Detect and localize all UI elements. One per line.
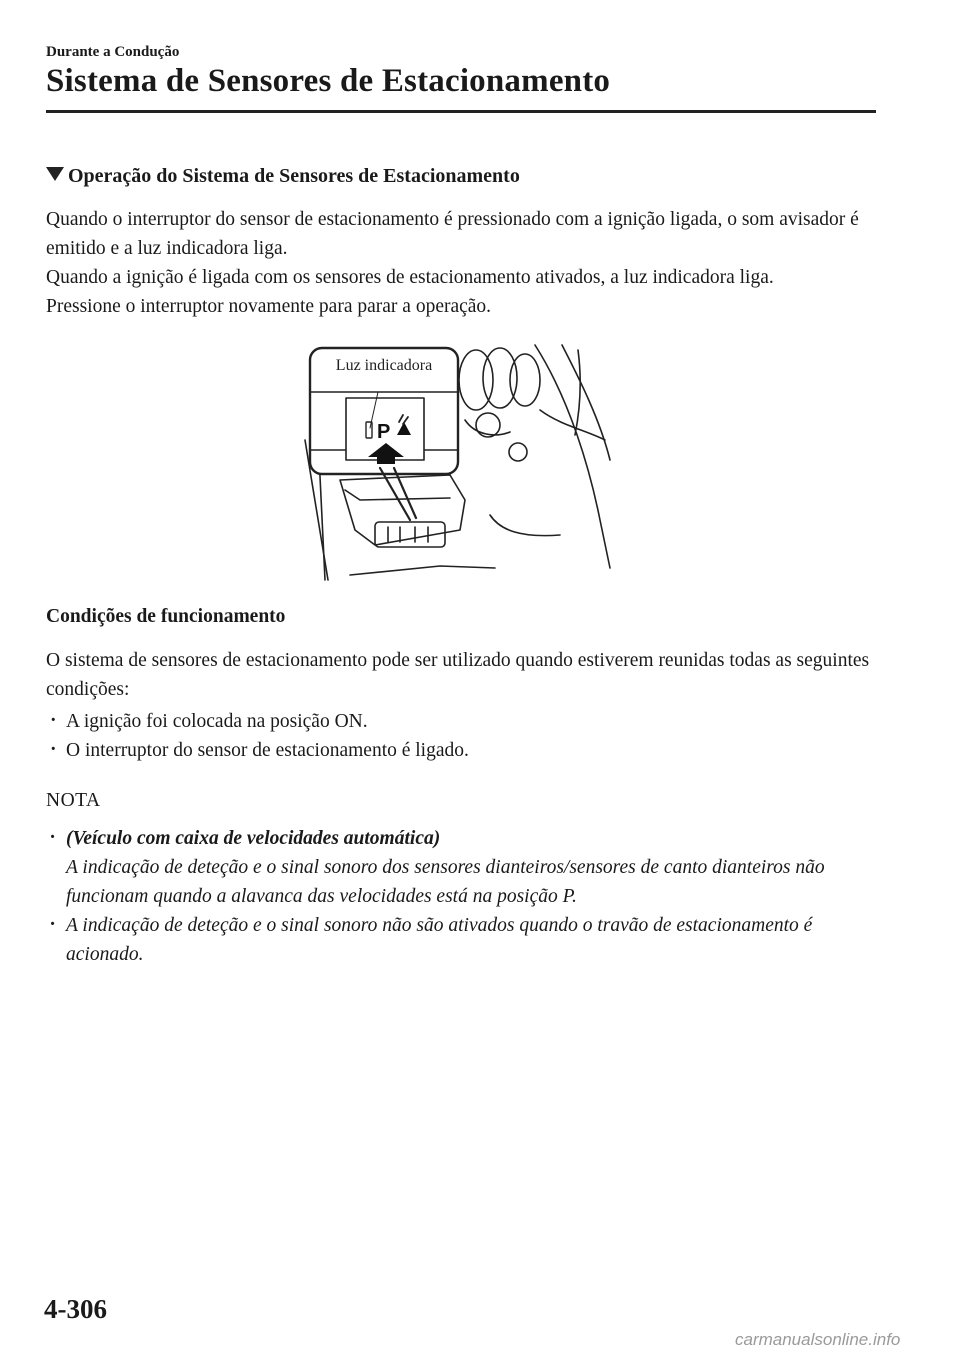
gauge-cluster-icon [459, 348, 540, 461]
switch-symbol: P [377, 421, 391, 443]
section-body [46, 205, 876, 321]
page-number: 4-306 [44, 1294, 107, 1324]
paragraph: Quando o interruptor do sensor de estacionamento é pressionado com a ignição ligada, o som avisador é emitido e a luz indicadora liga. [46, 209, 859, 259]
conditions-heading: Condições de funcionamento [46, 606, 286, 627]
switch-location-illustration [300, 340, 620, 585]
paragraph: Pressione o interruptor novamente para parar a operação. [46, 296, 492, 317]
paragraph: Quando a ignição é ligada com os sensores de estacionamento ativados, a luz indicadora liga. [46, 267, 774, 288]
title-divider [46, 110, 876, 113]
triangle-marker-icon [46, 167, 64, 181]
note-label: NOTA [46, 790, 101, 811]
watermark: carmanualsonline.info [735, 1330, 901, 1349]
section-heading [46, 165, 520, 188]
note-list [46, 824, 876, 969]
list-item: · O interruptor do sensor de estacionamento é ligado. [46, 736, 876, 765]
note-item [46, 911, 876, 969]
note-text: · A indicação de deteção e o sinal sonoro não são ativados quando o travão de estacionamento é acionado. [66, 915, 813, 965]
note-lead: · (Veículo com caixa de velocidades automática) [66, 828, 441, 849]
section-heading-text: Operação do Sistema de Sensores de Estacionamento [68, 165, 520, 187]
conditions-intro: O sistema de sensores de estacionamento pode ser utilizado quando estiverem reunidas todas as seguintes condições: [46, 650, 870, 700]
conditions-list [46, 707, 876, 765]
chapter-label: Durante a Condução [46, 44, 180, 60]
note-text: A indicação de deteção e o sinal sonoro dos sensores dianteiros/sensores de canto dianteiros não funcionam quando a alavanca das velocidades está na posição P. [66, 857, 825, 907]
list-item: · A ignição foi colocada na posição ON. [46, 707, 876, 736]
indicator-light-label: Luz indicadora [335, 357, 433, 374]
note-item [46, 824, 876, 911]
steering-wheel-icon [535, 345, 610, 568]
page-title: Sistema de Sensores de Estacionamento [46, 63, 611, 99]
